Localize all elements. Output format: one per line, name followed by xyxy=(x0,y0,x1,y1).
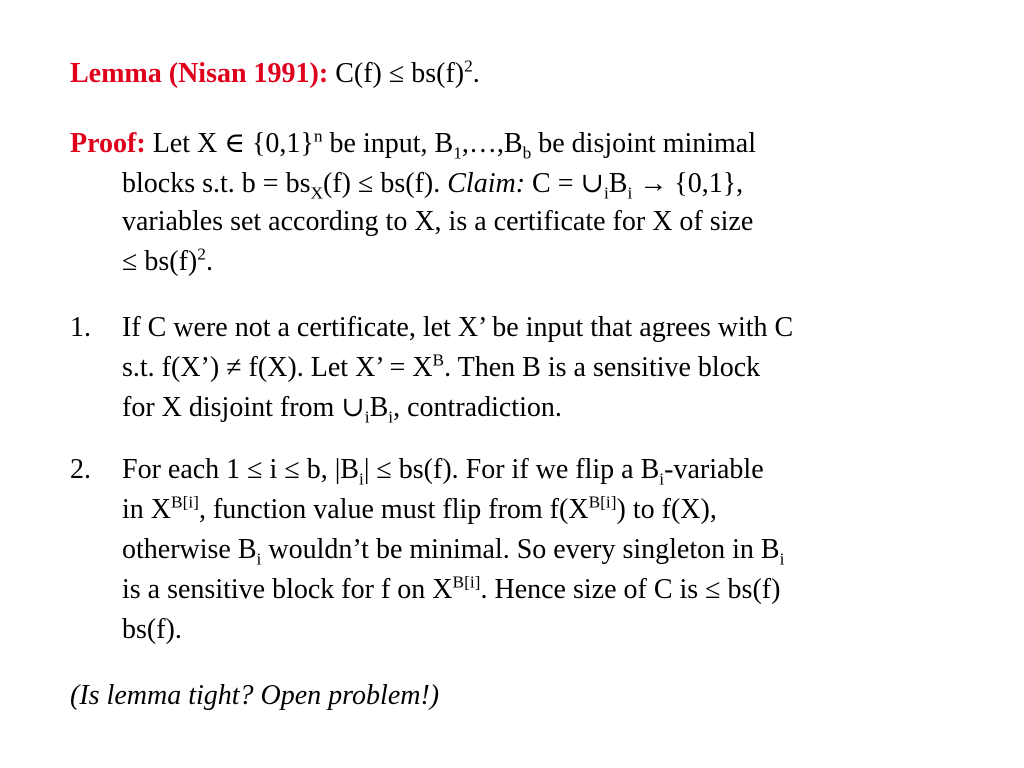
item-1-number: 1. xyxy=(70,312,91,343)
item-sub: i xyxy=(779,549,785,569)
proof-sub: 1 xyxy=(453,143,462,163)
item-sup: B xyxy=(432,350,445,370)
proof-text: variables set according to X, is a certificate for X of size xyxy=(122,206,754,237)
lemma-period: . xyxy=(472,58,480,89)
item-text: If C were not a certificate, let X’ be input that agrees with C xyxy=(122,312,794,343)
proof-text: → {0,1}, xyxy=(632,168,744,199)
proof-sub: i xyxy=(603,183,609,203)
item-text: bs(f). xyxy=(122,614,182,645)
item-2-line-2 xyxy=(122,494,717,526)
proof-text: (f) ≤ bs(f). xyxy=(323,168,448,199)
item-sub: i xyxy=(256,549,262,569)
item-text: , contradiction. xyxy=(393,392,562,423)
proof-text: be input, B xyxy=(322,128,454,159)
item-1-line-2 xyxy=(122,352,760,384)
item-text: ) to f(X), xyxy=(616,494,717,525)
item-text: . Then B is a sensitive block xyxy=(444,352,761,383)
item-sub: i xyxy=(388,407,394,427)
item-2-line-5 xyxy=(122,614,182,646)
proof-text: be disjoint minimal xyxy=(531,128,757,159)
item-2-line-3 xyxy=(122,534,785,569)
lemma-exponent: 2 xyxy=(464,56,473,76)
item-text: -variable xyxy=(664,454,764,485)
item-text: in X xyxy=(122,494,171,525)
item-sup: B[i] xyxy=(588,492,617,512)
closing-question: (Is lemma tight? Open problem!) xyxy=(70,680,440,711)
item-text: For each 1 ≤ i ≤ b, |B xyxy=(122,454,359,485)
item-2-line-1 xyxy=(122,454,764,489)
proof-text: Let X ∈ {0,1} xyxy=(145,128,314,159)
proof-sup: n xyxy=(313,126,323,146)
item-1-line-3 xyxy=(122,392,562,427)
item-text: is a sensitive block for f on X xyxy=(122,574,453,605)
item-text: for X disjoint from ∪ xyxy=(122,392,365,423)
item-text: B xyxy=(369,392,389,423)
item-text: , function value must flip from f(X xyxy=(198,494,589,525)
item-sub: i xyxy=(364,407,370,427)
proof-text: B xyxy=(608,168,628,199)
proof-line-2 xyxy=(122,168,744,203)
proof-text: ≤ bs(f) xyxy=(122,246,198,277)
proof-text: C = ∪ xyxy=(525,168,604,199)
item-sup: B[i] xyxy=(171,492,199,512)
item-1-line-1 xyxy=(122,312,793,344)
item-2-number: 2. xyxy=(70,454,91,485)
item-text: | ≤ bs(f). For if we flip a B xyxy=(363,454,660,485)
proof-line-1 xyxy=(70,126,757,163)
proof-sub: i xyxy=(627,183,633,203)
proof-text: . xyxy=(205,246,213,277)
item-sub: i xyxy=(358,469,364,489)
proof-sub: X xyxy=(310,183,324,203)
item-text: wouldn’t be minimal. So every singleton in B xyxy=(261,534,780,565)
proof-label: Proof: xyxy=(70,128,146,159)
item-sub: i xyxy=(659,469,665,489)
lemma-label: Lemma (Nisan 1991): xyxy=(70,58,329,89)
proof-sup: 2 xyxy=(197,244,206,264)
lemma-line xyxy=(70,58,480,90)
proof-text: blocks s.t. b = bs xyxy=(122,168,311,199)
lemma-statement: C(f) ≤ bs(f) xyxy=(328,58,465,89)
item-text: . Hence size of C is ≤ bs(f) xyxy=(480,574,781,605)
item-text: otherwise B xyxy=(122,534,257,565)
item-2-line-4 xyxy=(122,574,780,606)
proof-sub: b xyxy=(522,143,532,163)
item-sup: B[i] xyxy=(452,572,481,592)
item-text: s.t. f(X’) ≠ f(X). Let X’ = X xyxy=(122,352,433,383)
claim-label: Claim: xyxy=(447,168,526,199)
proof-line-3 xyxy=(122,206,753,238)
proof-text: ,…,B xyxy=(461,128,523,159)
proof-line-4 xyxy=(122,246,213,278)
